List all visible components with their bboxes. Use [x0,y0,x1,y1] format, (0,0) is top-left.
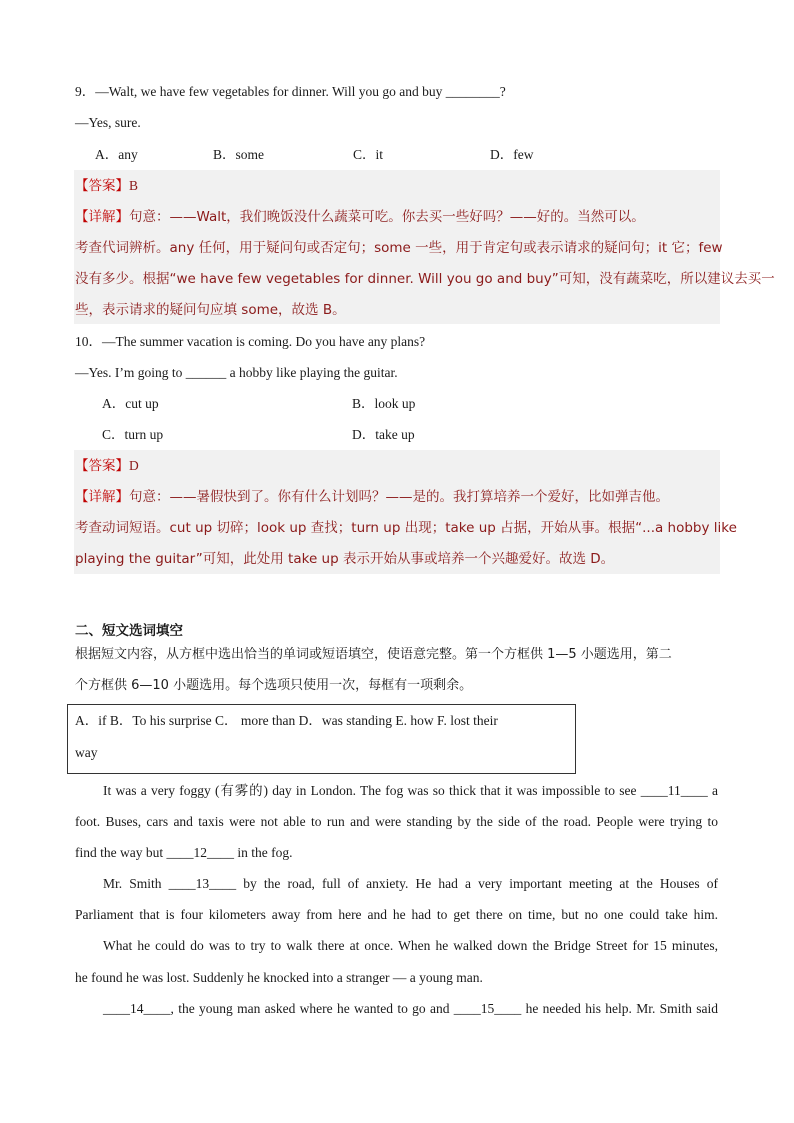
q10-detail-line-3: playing the guitar”可知，此处用 take up 表示开始从事或培养一个兴趣爱好。故选 D。 [75,551,615,567]
q10-option-a: A．cut up [102,396,159,411]
q9-answer-value: B [129,178,139,193]
answer-tag: 【答案】 [75,458,129,474]
q9-option-d: D．few [490,147,534,162]
answer-tag: 【答案】 [75,178,129,194]
q9-stem: 9．—Walt, we have few vegetables for dinner. Will you go and buy ________? [75,84,506,99]
q9-detail-line-1: 【详解】句意：——Walt，我们晚饭没什么蔬菜可吃。你去买一些好吗？——好的。当然可以。 [75,209,645,225]
q10-option-b: B．look up [352,396,416,411]
q10-option-d: D．take up [352,427,415,442]
section-title: 二、短文选词填空 [75,623,183,639]
q9-answer [75,176,138,196]
detail-tag: 【详解】 [75,209,129,225]
passage-line: foot. Buses, cars and taxis were not able to run and were standing by the side of the road. People were trying to [75,814,718,829]
q10-detail-line-2: 考查动词短语。cut up 切碎；look up 查找；turn up 出现；take up 占据，开始从事。根据“...a hobby like [75,520,737,536]
q10-answer-value: D [129,458,139,473]
passage-line: he found he was lost. Suddenly he knocked into a stranger — a young man. [75,970,483,985]
q9-option-c: C．it [353,147,384,162]
q9-option-b: B．some [213,147,265,162]
q9-detail-line-3: 没有多少。根据“we have few vegetables for dinner. Will you go and buy”可知，没有蔬菜吃，所以建议去买一 [75,271,775,287]
passage-line: Parliament that is four kilometers away from here and he had to get there on time, but no one could take him. [75,907,718,922]
section-instruction-line-1: 根据短文内容，从方框中选出恰当的单词或短语填空，使语意完整。第一个方框供 1—5 小题选用，第二 [75,647,672,662]
word-box-line-1: A．if B．To his surprise C． more than D．was standing E. how F. lost their [75,713,498,728]
q10-stem: 10．—The summer vacation is coming. Do you have any plans? [75,334,426,349]
q10-option-c: C．turn up [102,427,164,442]
section-instruction-line-2: 个方框供 6—10 小题选用。每个选项只使用一次，每框有一项剩余。 [75,678,473,693]
q9-reply: —Yes, sure. [75,115,141,130]
q9-detail-line-2: 考查代词辨析。any 任何，用于疑问句或否定句；some 一些，用于肯定句或表示请求的疑问句；it 它；few [75,240,723,256]
detail-tag: 【详解】 [75,489,129,505]
passage-line: find the way but ____12____ in the fog. [75,845,293,860]
passage-line: ____14____, the young man asked where he wanted to go and ____15____ he needed his help. Mr. Smith said [103,1001,718,1016]
word-box-line-2: way [75,745,98,760]
q9-option-a: A．any [95,147,138,162]
q10-reply: —Yes. I’m going to ______ a hobby like playing the guitar. [75,365,398,380]
q10-detail-line-1: 【详解】句意：——暑假快到了。你有什么计划吗？——是的。我打算培养一个爱好，比如弹吉他。 [75,489,669,505]
passage-line: What he could do was to try to walk there at once. When he walked down the Bridge Street for 15 minutes, [103,938,718,953]
q10-answer [75,456,139,476]
passage-line: It was a very foggy (有雾的) day in London. The fog was so thick that it was impossible to see ____11____ a [103,783,718,798]
passage-line: Mr. Smith ____13____ by the road, full of anxiety. He had a very important meeting at the Houses of [103,876,718,891]
q9-detail-line-4: 些，表示请求的疑问句应填 some，故选 B。 [75,302,346,318]
